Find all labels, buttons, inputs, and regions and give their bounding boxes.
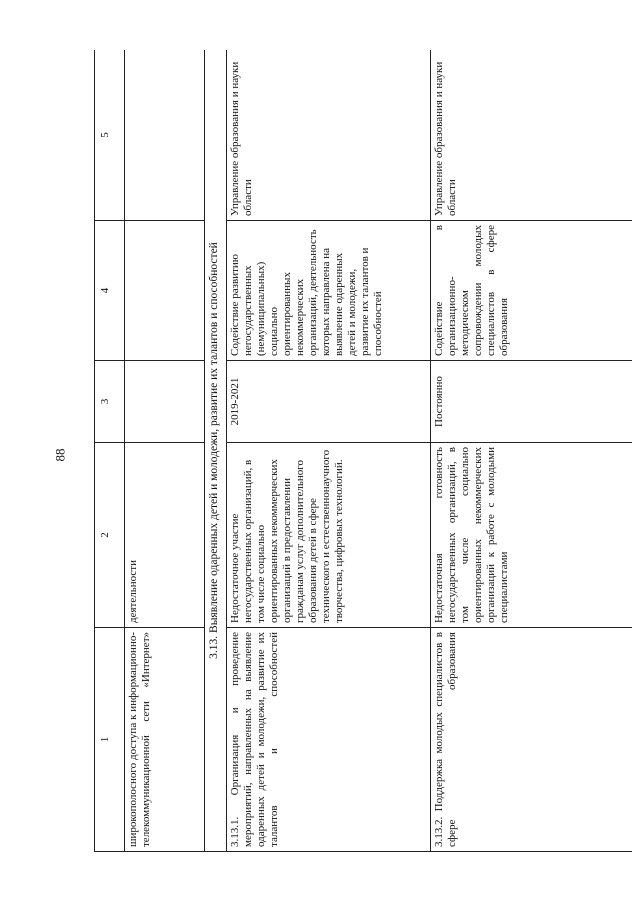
rotated-table-area [94, 50, 632, 852]
table-row [227, 50, 431, 852]
landscape-page [94, 50, 632, 852]
section-row [205, 50, 227, 852]
header-col-3: 3 [95, 361, 125, 443]
measures-table [94, 50, 632, 852]
header-col-4: 4 [95, 221, 125, 361]
row-1-col-5 [125, 50, 205, 221]
row-3-col-2: Недостаточное участие негосударственных организаций, в том числе социально ориентированных некоммерческих организаций в предоставлении гражданам услуг дополнительного образования детей в сфере технического и естественнонаучного творчества, цифровых технологий. [227, 443, 431, 628]
header-col-5: 5 [95, 50, 125, 221]
row-1-col-2: деятельности [125, 443, 205, 628]
row-3-col-1: 3.13.1. Организация и проведение мероприятий, направленных на выявление одаренных детей и молодежи, развитие их талантов и способностей [227, 628, 431, 852]
table-row [431, 50, 633, 852]
header-col-2: 2 [95, 443, 125, 628]
row-3-col-5: Управление образования и науки области [227, 50, 431, 221]
row-4-col-3: Постоянно [431, 361, 633, 443]
page-number: 88 [52, 448, 68, 462]
row-4-col-2: Недостаточная готовность негосударственных организаций, в том числе социально ориентированных некоммерческих организаций к работе с молодыми специалистами [431, 443, 633, 628]
header-col-1: 1 [95, 628, 125, 852]
row-4-col-1: 3.13.2. Поддержка молодых специалистов в сфере образования [431, 628, 633, 852]
row-4-col-5: Управление образования и науки области [431, 50, 633, 221]
row-3-col-4: Содействие развитию негосударственных (немуниципальных) социально ориентированных некоммерческих организаций, деятельность которых направлена на выявление одаренных детей и молодежи, развитие их талантов и способностей [227, 221, 431, 361]
row-4-col-4: Содействие в организационно-методическом сопровождении молодых специалистов в сфере образования [431, 221, 633, 361]
row-1-col-1: широкополосного доступа к информационно-телекоммуникационной сети «Интернет» [125, 628, 205, 852]
table-row [125, 50, 205, 852]
row-1-col-3 [125, 361, 205, 443]
header-row [95, 50, 125, 852]
row-3-col-3: 2019-2021 [227, 361, 431, 443]
section-heading: 3.13. Выявление одаренных детей и молодежи, развитие их талантов и способностей [205, 50, 227, 852]
row-1-col-4 [125, 221, 205, 361]
